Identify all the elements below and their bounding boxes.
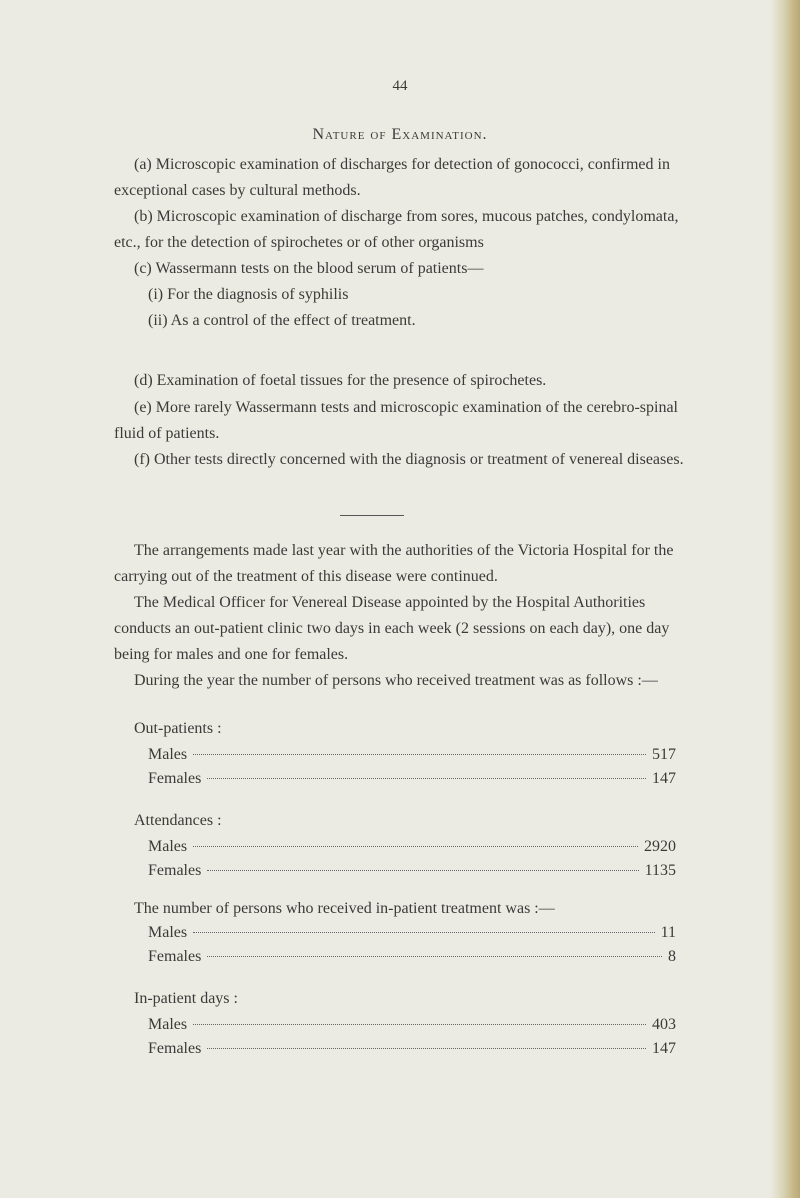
page-edge — [770, 0, 800, 1198]
row-label: Females — [148, 948, 202, 965]
item-d: (d) Examination of foetal tissues for the presence of spirochetes. — [134, 372, 547, 389]
paragraph-clinic: The Medical Officer for Venereal Disease appointed by the Hospital Authorities conducts an out-patient clinic two days in each week (2 sessions on each day), one day being for males and one for females. — [114, 594, 670, 663]
item-e: (e) More rarely Wassermann tests and microscopic examination of the cerebro-spinal fluid of patients. — [114, 399, 678, 442]
row-label: Females — [148, 862, 202, 879]
item-c: (c) Wassermann tests on the blood serum of patients— — [134, 260, 484, 277]
paragraph-arrangements: The arrangements made last year with the authorities of the Victoria Hospital for the carrying out of the treatment of this disease were continued. — [114, 542, 674, 585]
row-value: 403 — [652, 1016, 676, 1033]
leader-dots — [207, 870, 638, 871]
row-label: Females — [148, 1040, 202, 1057]
leader-dots — [207, 956, 662, 957]
row-value: 8 — [668, 948, 676, 965]
leader-dots — [193, 754, 646, 755]
in-patient-days-males-row — [148, 1016, 676, 1038]
section-heading: Nature of Examination. — [312, 126, 488, 143]
row-value: 11 — [660, 924, 676, 941]
item-a: (a) Microscopic examination of discharges for detection of gonococci, confirmed in exceptional cases by cultural methods. — [114, 156, 670, 199]
row-value: 517 — [652, 746, 676, 763]
in-patients-females-row — [148, 948, 676, 970]
in-patient-days-title: In-patient days : — [134, 990, 238, 1007]
row-value: 1135 — [644, 862, 676, 879]
item-f: (f) Other tests directly concerned with the diagnosis or treatment of venereal diseases. — [134, 451, 684, 468]
in-patient-days-females-row — [148, 1040, 676, 1062]
paragraph-treatment-intro: During the year the number of persons who received treatment was as follows :— — [134, 672, 658, 689]
row-value: 2920 — [644, 838, 676, 855]
leader-dots — [193, 846, 638, 847]
row-label: Males — [148, 838, 188, 855]
row-label: Males — [148, 1016, 188, 1033]
attendances-males-row — [148, 838, 676, 860]
row-label: Males — [148, 746, 188, 763]
page-number: 44 — [392, 78, 408, 94]
out-patients-females-row — [148, 770, 676, 792]
item-c-ii: (ii) As a control of the effect of treatment. — [148, 312, 416, 329]
leader-dots — [193, 1024, 646, 1025]
row-label: Males — [148, 924, 188, 941]
leader-dots — [207, 778, 646, 779]
section-divider — [340, 515, 404, 516]
row-value: 147 — [652, 770, 676, 787]
item-c-i: (i) For the diagnosis of syphilis — [148, 286, 349, 303]
out-patients-males-row — [148, 746, 676, 768]
leader-dots — [207, 1048, 646, 1049]
item-b: (b) Microscopic examination of discharge from sores, mucous patches, condylomata, etc., for the detection of spirochetes or of other organisms — [114, 208, 679, 251]
attendances-females-row — [148, 862, 676, 884]
attendances-title: Attendances : — [134, 812, 222, 829]
paragraph-in-patient-intro: The number of persons who received in-patient treatment was :— — [134, 900, 555, 917]
out-patients-title: Out-patients : — [134, 720, 222, 737]
row-value: 147 — [652, 1040, 676, 1057]
leader-dots — [193, 932, 654, 933]
in-patients-males-row — [148, 924, 676, 946]
row-label: Females — [148, 770, 202, 787]
